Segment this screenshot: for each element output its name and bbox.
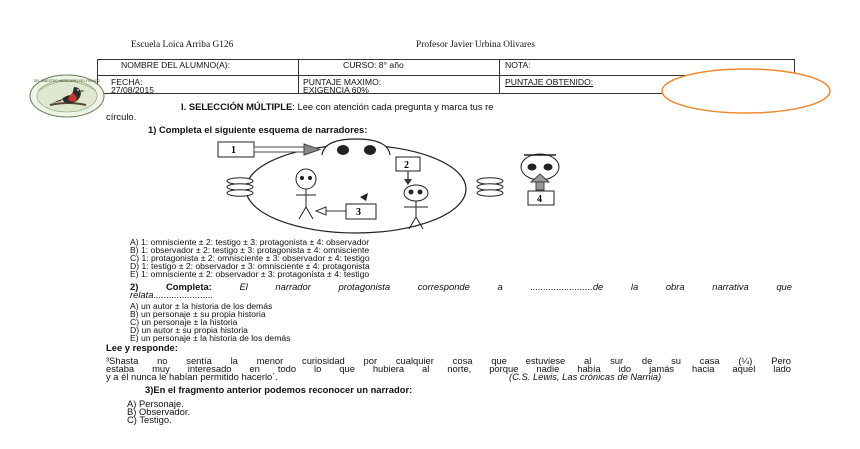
school-name: Escuela Loica Arriba G126: [131, 40, 234, 50]
label-box-1: [218, 142, 254, 157]
q2-option-b[interactable]: B) un personaje ± su propia historia: [130, 309, 266, 319]
hand-left: [227, 178, 253, 196]
q1-option-a[interactable]: A) 1: omnisciente ± 2: testigo ± 3: protagonista ± 4: observador: [130, 237, 370, 247]
q3-option-a[interactable]: A) Personaje.: [127, 398, 184, 409]
observer-eye-right: [364, 145, 376, 155]
q1-option-c[interactable]: C) 1: protagonista ± 2: omnisciente ± 3: observador ± 4: testigo: [130, 253, 370, 263]
question-2-number: 2) Completa:: [130, 281, 212, 292]
label-1: 1: [231, 145, 236, 156]
q2-option-d[interactable]: D) un autor ± su propia historia: [130, 325, 248, 335]
world-ellipse: [246, 145, 466, 233]
obtained-score-label: PUNTAJE OBTENIDO:: [505, 77, 594, 87]
reading-line-2: estaba muy interesado en todo lo que hubiera al norte, porque nadie había ido jamás hacia aquel lado: [106, 363, 791, 374]
reading-line-1: ³Shasta no sentía la menor curiosidad por cualquier cosa que estuviese al sur de su casa (¼) Pero: [106, 355, 791, 366]
max-score-label: PUNTAJE MAXIMO:: [303, 77, 382, 87]
date-label: FECHA:: [111, 77, 143, 87]
q2-option-c[interactable]: C) un personaje ± la historia: [130, 317, 238, 327]
q1-option-d[interactable]: D) 1: testigo ± 2: observador ± 3: omnisciente ± 4: protagonista: [130, 261, 370, 271]
question-1-title: 1) Completa el siguiente esquema de narradores:: [148, 124, 368, 135]
requirement-label: EXIGENCIA 60%: [303, 85, 369, 95]
question-2-text: El narrador protagonista corresponde a ........................de la obra narrativa que: [211, 281, 792, 292]
label-4: 4: [537, 194, 542, 205]
observer-eye-left: [337, 145, 349, 155]
q1-option-e[interactable]: E) 1: omnisciente ± 2: observador ± 3: protagonista ± 4: testigo: [130, 269, 370, 279]
question-3-title: 3)En el fragmento anterior podemos reconocer un narrador:: [145, 384, 413, 395]
section-instruction-text: : Lee con atención cada pregunta y marca tus re: [292, 101, 494, 112]
grade-label: NOTA:: [505, 60, 531, 70]
q2-option-a[interactable]: A) un autor ± la historia de los demás: [130, 301, 273, 311]
narrator-diagram: [210, 135, 580, 237]
q3-option-b[interactable]: B) Observador.: [127, 406, 191, 417]
teacher-name: Profesor Javier Urbina Olivares: [416, 40, 535, 50]
question-2: [130, 282, 792, 292]
reading-citation: (C.S. Lewis, Las crónicas de Narnia): [509, 371, 662, 382]
section-instruction: [181, 102, 493, 112]
label-box-3: [346, 204, 376, 219]
question-2-text-end: relata.......................: [130, 289, 214, 300]
logo-text: DEL MAESTRO HEREDERO DEL PASADO: [33, 79, 101, 83]
reading-heading: Lee y responde:: [106, 342, 178, 353]
q2-option-e[interactable]: E) un personaje ± la historia de los demás: [130, 333, 291, 343]
label-3: 3: [356, 207, 361, 218]
student-name-label: NOMBRE DEL ALUMNO(A):: [121, 60, 231, 70]
reading-line-3: y a él nunca le habían permitido hacerlo´.: [106, 371, 278, 382]
observer-head: [322, 139, 390, 155]
section-title: I. SELECCIÓN MÚLTIPLE: [181, 101, 293, 112]
arrow-1-shaft: [254, 147, 304, 152]
q3-option-c[interactable]: C) Testigo.: [127, 414, 172, 425]
q1-option-b[interactable]: B) 1: observador ± 2: testigo ± 3: protagonista ± 4: omnisciente: [130, 245, 370, 255]
annotation-circle: [658, 66, 834, 116]
label-2: 2: [404, 160, 409, 171]
hand-right: [477, 178, 503, 196]
course-label: CURSO: 8° año: [343, 60, 404, 70]
date-value: 27/08/2015: [111, 85, 155, 95]
section-instruction-end: círculo.: [106, 111, 137, 122]
school-logo: [28, 73, 106, 119]
